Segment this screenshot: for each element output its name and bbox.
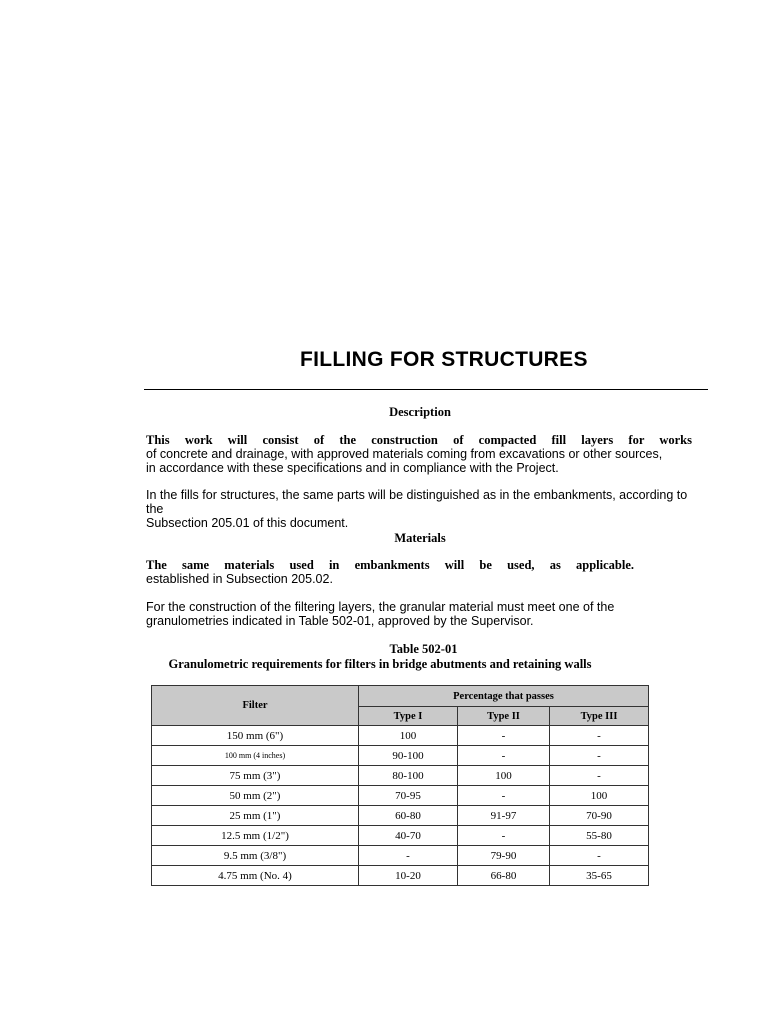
table-row [152,846,649,866]
cell-type-3: 70-90 [550,806,649,826]
materials-p1-line-2: established in Subsection 205.02. [146,572,333,586]
cell-type-2: 79-90 [458,846,550,866]
cell-type-1: - [359,846,458,866]
cell-filter: 100 mm (4 inches) [152,746,359,766]
description-heading: Description [389,405,451,419]
table-row [152,806,649,826]
cell-type-2: - [458,826,550,846]
header-type-3: Type III [550,707,649,726]
cell-type-3: - [550,766,649,786]
cell-type-1: 60-80 [359,806,458,826]
cell-filter: 4.75 mm (No. 4) [152,866,359,886]
table-row [152,786,649,806]
table-row [152,766,649,786]
table-number: Table 502-01 [389,642,458,656]
title-divider [144,389,708,390]
page-title: FILLING FOR STRUCTURES [300,348,588,371]
cell-type-3: 100 [550,786,649,806]
cell-type-2: 100 [458,766,550,786]
header-filter: Filter [152,686,359,726]
cell-type-1: 10-20 [359,866,458,886]
description-p1-line-1: This work will consist of the construction of compacted fill layers for works [146,433,692,447]
description-p1-line-2: of concrete and drainage, with approved materials coming from excavations or other sources, [146,447,663,461]
cell-filter: 150 mm (6") [152,726,359,746]
materials-p2-line-1: For the construction of the filtering layers, the granular material must meet one of the [146,600,615,614]
table-row [152,726,649,746]
cell-type-3: - [550,746,649,766]
table-row [152,866,649,886]
cell-type-3: 55-80 [550,826,649,846]
description-p2-line-2: Subsection 205.01 of this document. [146,516,349,530]
granulometry-table [151,685,649,886]
materials-heading: Materials [394,531,446,545]
cell-type-3: - [550,726,649,746]
cell-type-2: - [458,786,550,806]
cell-type-2: 91-97 [458,806,550,826]
cell-type-1: 40-70 [359,826,458,846]
cell-filter: 75 mm (3") [152,766,359,786]
table-row [152,746,649,766]
cell-filter: 50 mm (2") [152,786,359,806]
cell-type-2: - [458,726,550,746]
table-row [152,826,649,846]
header-type-2: Type II [458,707,550,726]
description-p2-line-1: In the fills for structures, the same parts will be distinguished as in the embankments, according to the [146,488,688,516]
materials-p2-line-2: granulometries indicated in Table 502-01, approved by the Supervisor. [146,614,534,628]
table-caption: Granulometric requirements for filters in bridge abutments and retaining walls [168,657,592,671]
cell-type-1: 80-100 [359,766,458,786]
cell-type-2: 66-80 [458,866,550,886]
description-paragraph-1 [146,433,696,475]
cell-type-3: 35-65 [550,866,649,886]
materials-paragraph-2 [146,600,696,628]
cell-type-3: - [550,846,649,866]
cell-type-1: 70-95 [359,786,458,806]
materials-paragraph-1 [146,558,696,586]
cell-filter: 12.5 mm (1/2") [152,826,359,846]
materials-p1-line-1: The same materials used in embankments will be used, as applicable. [146,558,634,572]
header-type-1: Type I [359,707,458,726]
cell-type-1: 90-100 [359,746,458,766]
cell-filter: 25 mm (1") [152,806,359,826]
header-percentage-group: Percentage that passes [359,686,649,707]
cell-type-2: - [458,746,550,766]
cell-type-1: 100 [359,726,458,746]
description-paragraph-2 [146,488,696,530]
cell-filter: 9.5 mm (3/8") [152,846,359,866]
description-p1-line-3: in accordance with these specifications and in compliance with the Project. [146,461,559,475]
